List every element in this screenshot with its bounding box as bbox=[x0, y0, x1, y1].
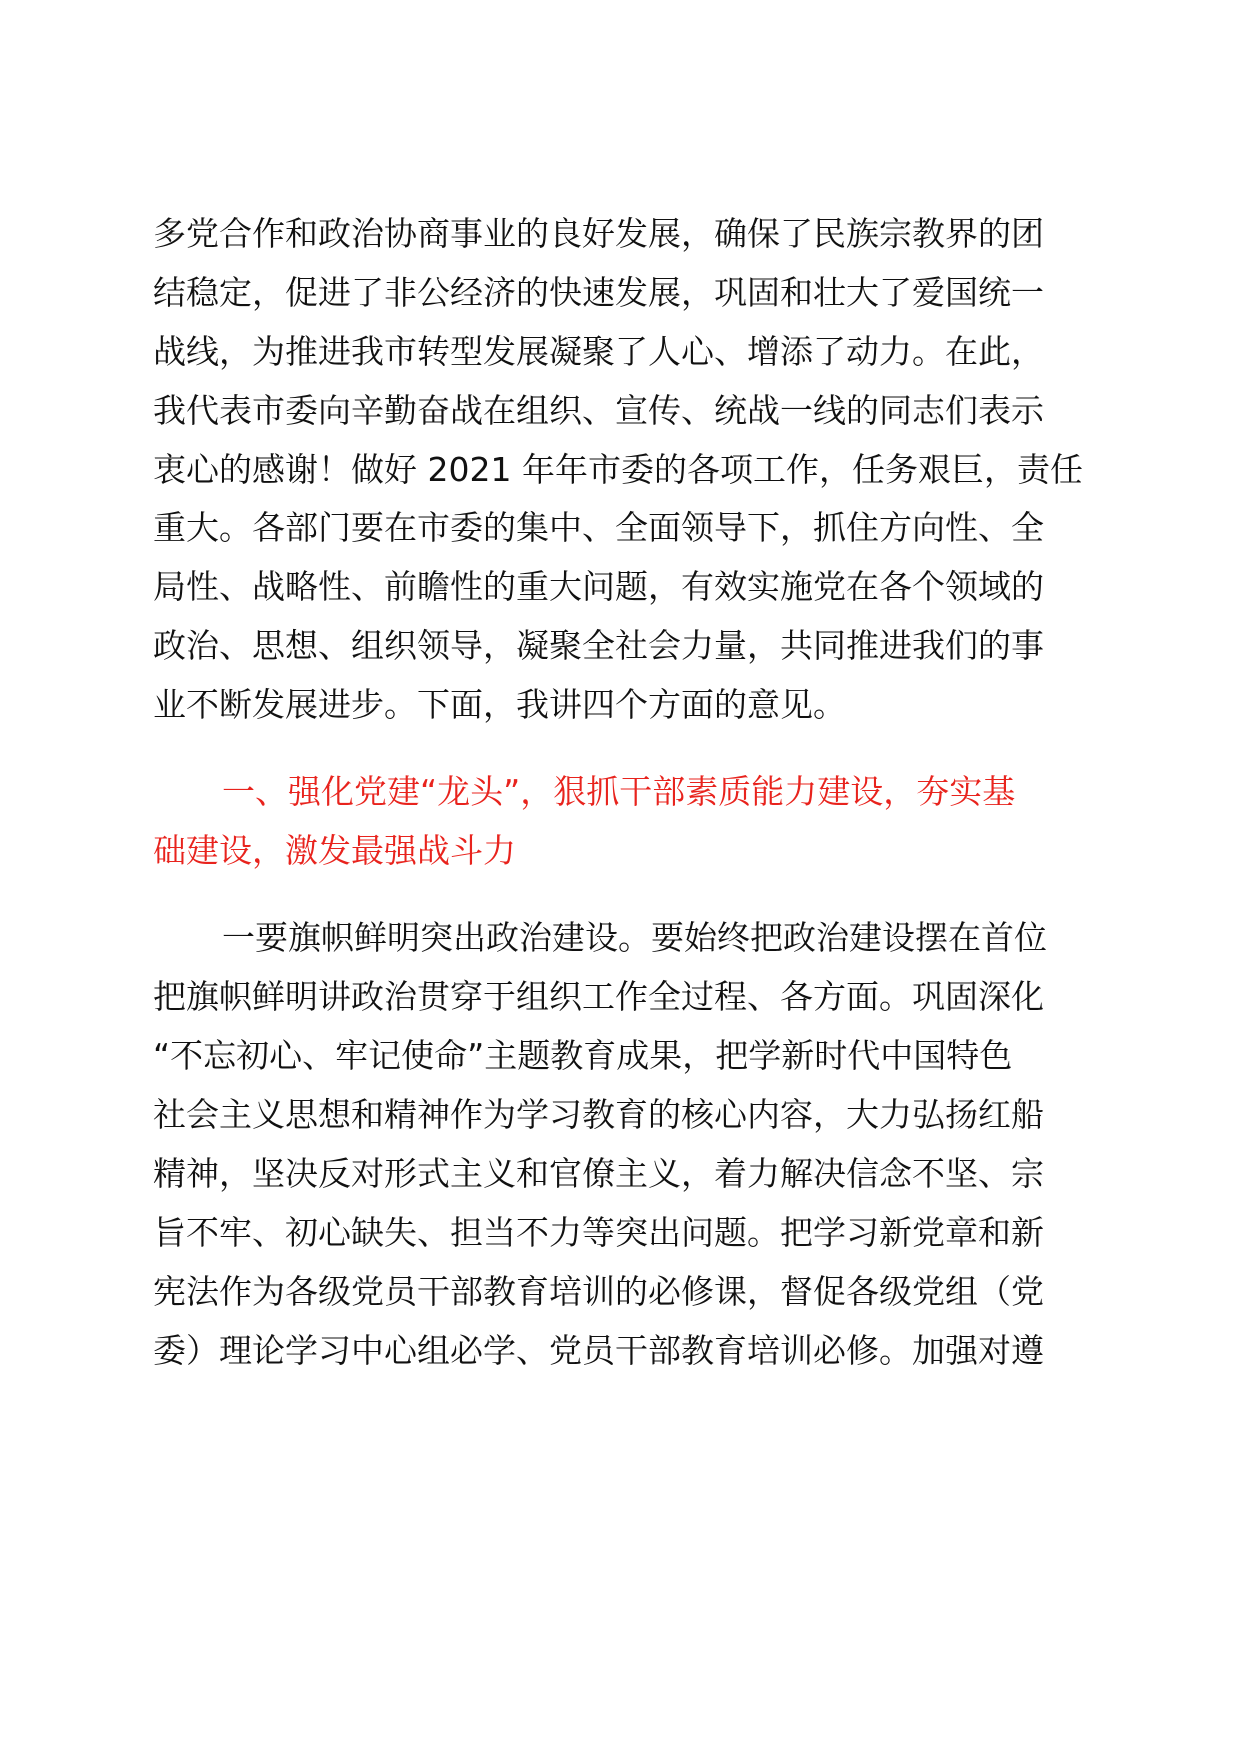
paragraph-1-line-8: 政治、思想、组织领导，凝聚全社会力量，共同推进我们的事 bbox=[153, 626, 1044, 665]
paragraph-1-line-5: 衷心的感谢！做好 2021 年年市委的各项工作，任务艰巨，责任 bbox=[153, 450, 1083, 489]
paragraph-1-line-4: 我代表市委向辛勤奋战在组织、宣传、统战一线的同志们表示 bbox=[153, 391, 1044, 430]
paragraph-2-line-5: 精神，坚决反对形式主义和官僚主义，着力解决信念不坚、宗 bbox=[153, 1154, 1044, 1193]
section-heading-line-1: 一、强化党建“龙头”，狠抓干部素质能力建设，夯实基 bbox=[222, 772, 1016, 811]
paragraph-1-line-9: 业不断发展进步。下面，我讲四个方面的意见。 bbox=[153, 685, 846, 724]
paragraph-1-line-3: 战线，为推进我市转型发展凝聚了人心、增添了动力。在此， bbox=[153, 332, 1044, 371]
paragraph-2-line-1: 一要旗帜鲜明突出政治建设。要始终把政治建设摆在首位 bbox=[222, 918, 1047, 957]
paragraph-2-line-7: 宪法作为各级党员干部教育培训的必修课，督促各级党组（党 bbox=[153, 1272, 1044, 1311]
paragraph-2-line-8: 委）理论学习中心组必学、党员干部教育培训必修。加强对遵 bbox=[153, 1331, 1044, 1370]
paragraph-2-line-3: “不忘初心、牢记使命”主题教育成果，把学新时代中国特色 bbox=[153, 1036, 1013, 1075]
paragraph-1-line-1: 多党合作和政治协商事业的良好发展，确保了民族宗教界的团 bbox=[153, 214, 1044, 253]
paragraph-2-line-4: 社会主义思想和精神作为学习教育的核心内容，大力弘扬红船 bbox=[153, 1095, 1044, 1134]
paragraph-2-line-2: 把旗帜鲜明讲政治贯穿于组织工作全过程、各方面。巩固深化 bbox=[153, 977, 1044, 1016]
paragraph-1-line-2: 结稳定，促进了非公经济的快速发展，巩固和壮大了爱国统一 bbox=[153, 273, 1044, 312]
paragraph-2-line-6: 旨不牢、初心缺失、担当不力等突出问题。把学习新党章和新 bbox=[153, 1213, 1044, 1252]
paragraph-1-line-7: 局性、战略性、前瞻性的重大问题，有效实施党在各个领域的 bbox=[153, 567, 1044, 606]
paragraph-1-line-6: 重大。各部门要在市委的集中、全面领导下，抓住方向性、全 bbox=[153, 508, 1044, 547]
section-heading-line-2: 础建设，激发最强战斗力 bbox=[153, 831, 516, 870]
